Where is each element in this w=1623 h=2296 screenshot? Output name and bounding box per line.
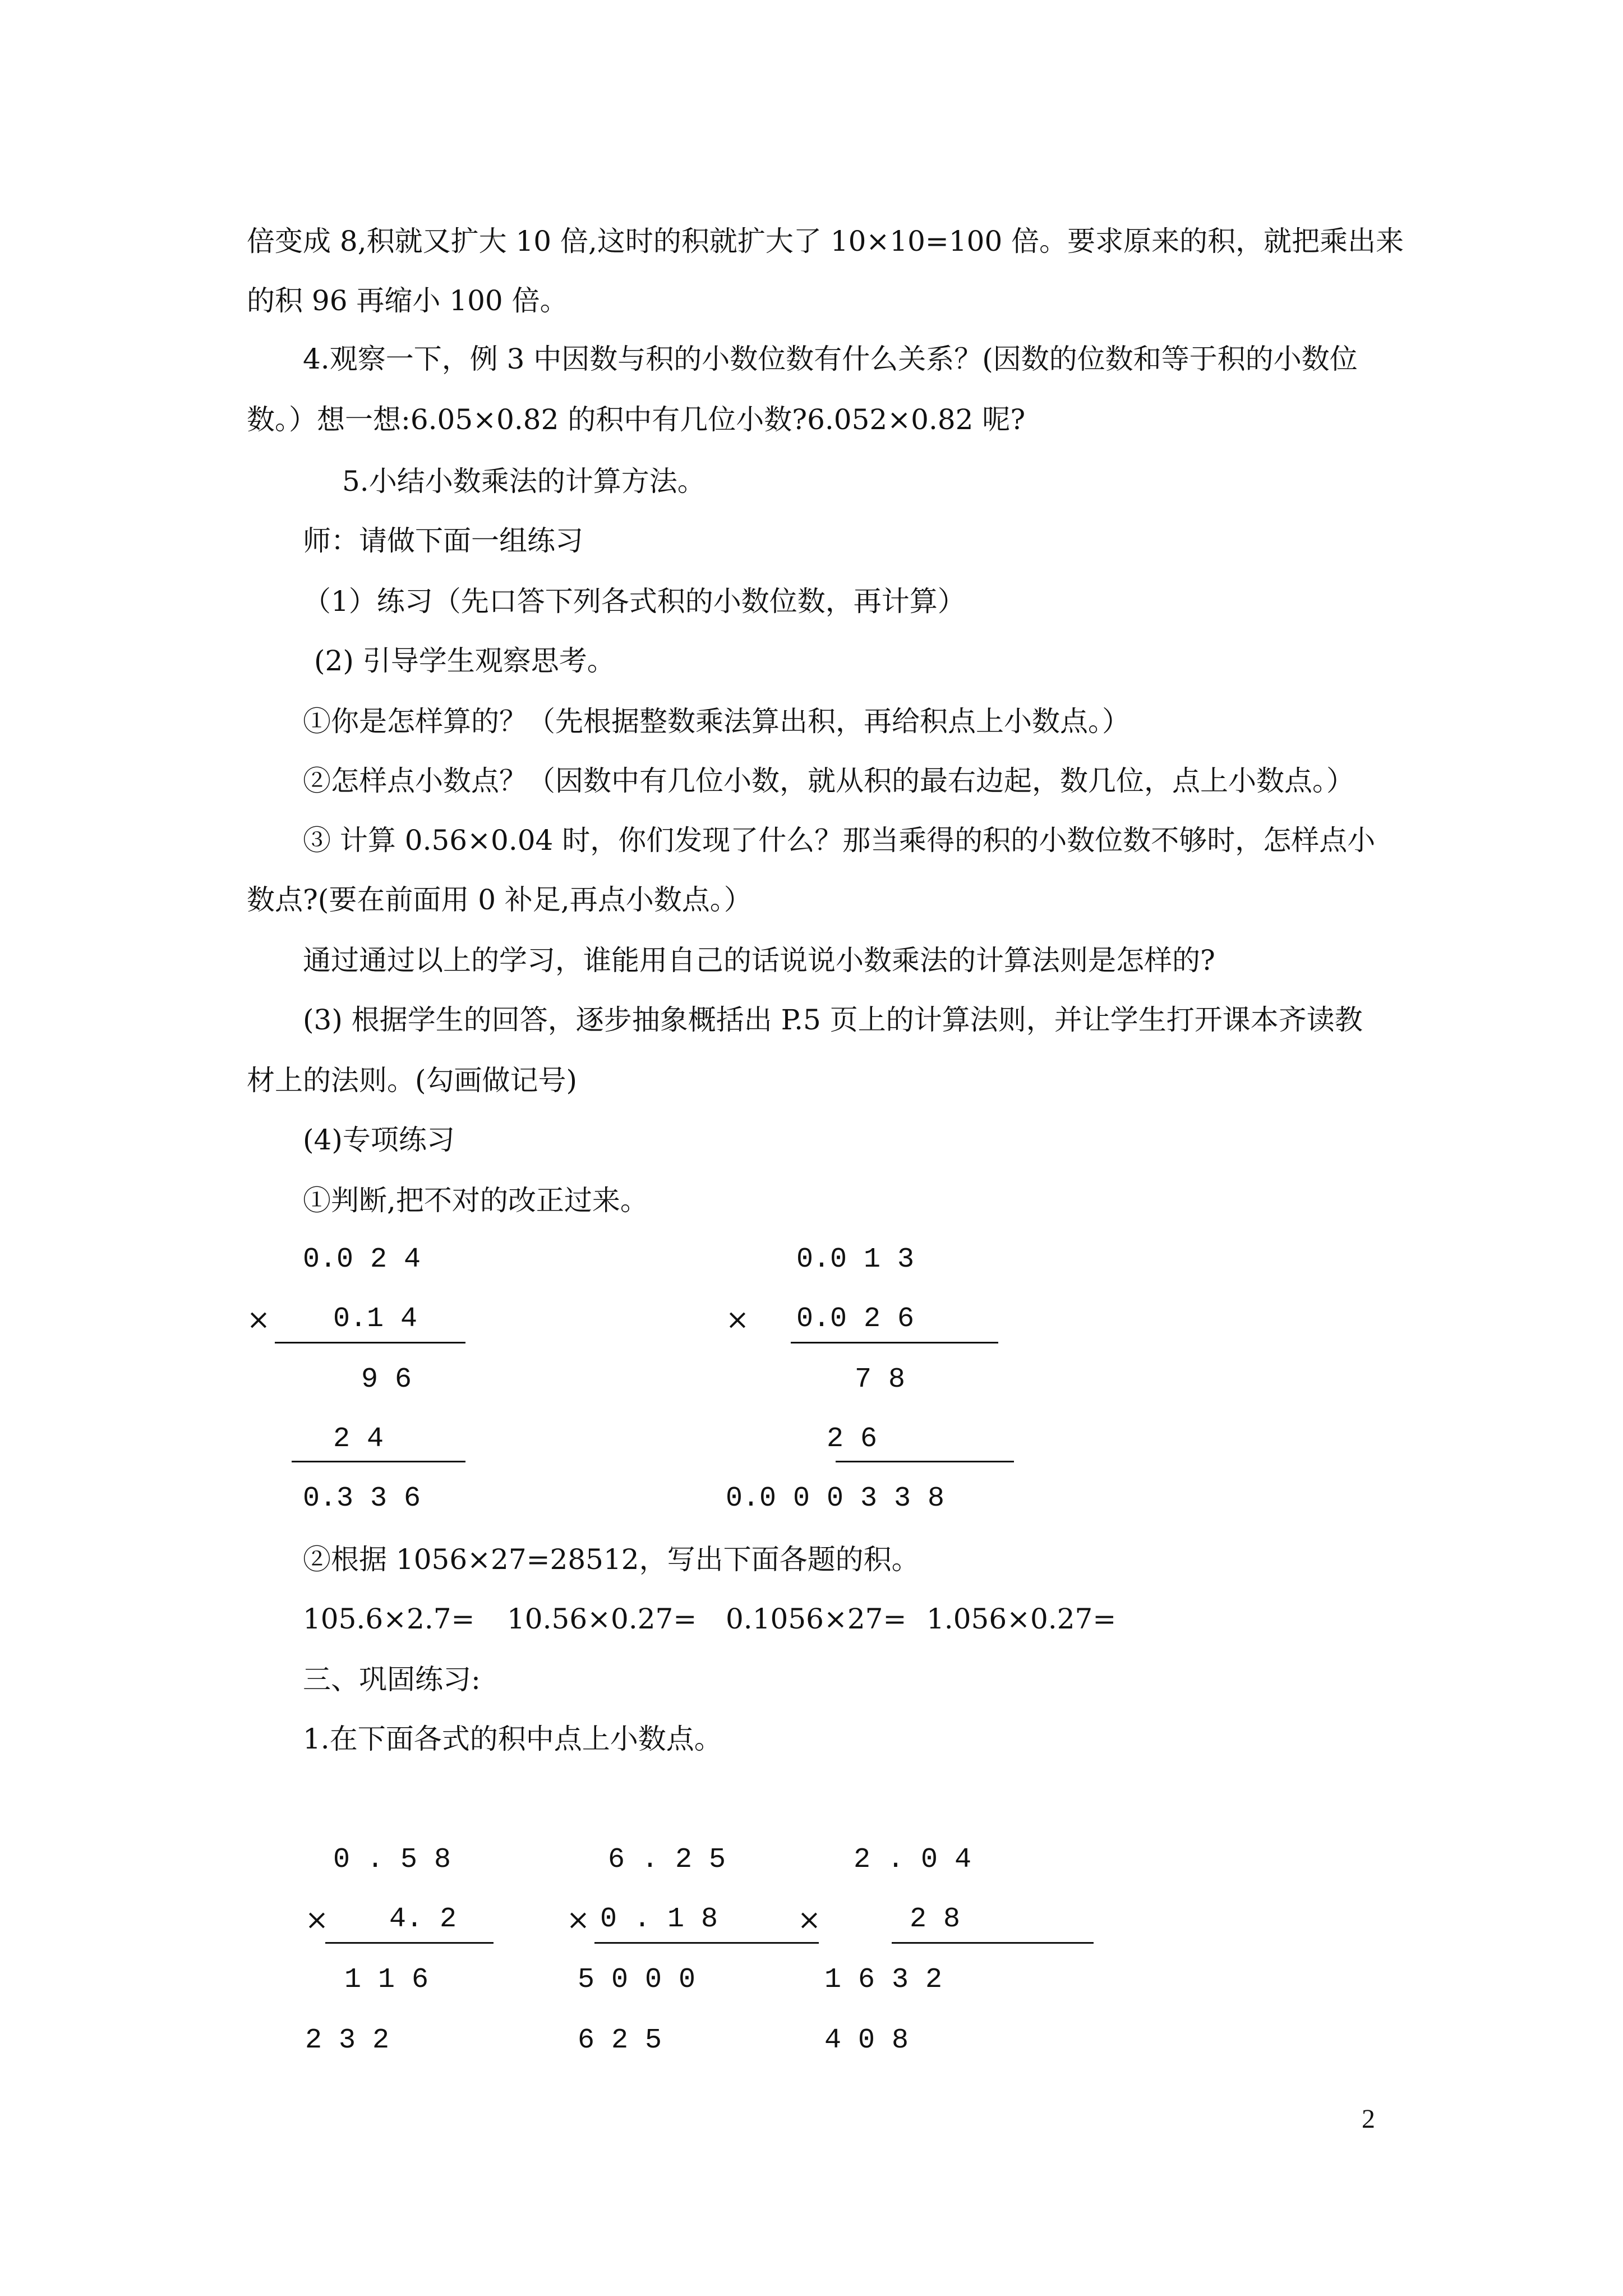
- calc-1-multiplier: 4. 2: [389, 1903, 457, 1935]
- q2-item: 105.6×2.7=: [303, 1603, 475, 1635]
- text-line: 师：请做下面一组练习: [303, 524, 583, 557]
- calc-2-times-sign: ×: [566, 1903, 590, 1936]
- judge-right-result: 0.0 0 0 3 3 8: [726, 1483, 945, 1515]
- section-3-title: 三、巩固练习:: [303, 1663, 481, 1696]
- calc-3-rule: [892, 1942, 1094, 1944]
- q2-item: 0.1056×27=: [726, 1603, 907, 1635]
- calc-3-multiplier: 2 8: [910, 1903, 961, 1935]
- judge-left-partial-1: 9 6: [361, 1364, 412, 1396]
- judge-right-multiplicand: 0.0 1 3: [796, 1244, 915, 1276]
- text-line: 倍变成 8,积就又扩大 10 倍,这时的积就扩大了 10×10=100 倍。要求原来的积，就把乘出来: [247, 225, 1404, 257]
- calc-3-times-sign: ×: [797, 1903, 821, 1936]
- judge-right-partial-1: 7 8: [855, 1364, 906, 1396]
- judge-left-times-sign: ×: [247, 1303, 270, 1336]
- calc-2-multiplier: 0 . 1 8: [600, 1903, 718, 1935]
- q2-title: ②根据 1056×27=28512，写出下面各题的积。: [303, 1543, 920, 1576]
- text-line: (4)专项练习: [303, 1124, 455, 1156]
- text-line: 通过通过以上的学习，谁能用自己的话说说小数乘法的计算法则是怎样的?: [303, 944, 1215, 977]
- text-line: 材上的法则。(勾画做记号): [247, 1064, 578, 1097]
- q2-item: 10.56×0.27=: [507, 1603, 697, 1635]
- calc-2-partial-2: 6 2 5: [578, 2024, 662, 2056]
- judge-left-result: 0.3 3 6: [303, 1483, 421, 1515]
- judge-right-rule-1: [791, 1342, 998, 1343]
- judge-left-multiplicand: 0.0 2 4: [303, 1244, 421, 1276]
- judge-right-rule-2: [836, 1461, 1014, 1462]
- text-line: （1）练习（先口答下列各式积的小数位数，再计算）: [303, 585, 966, 618]
- judge-right-times-sign: ×: [726, 1303, 749, 1336]
- judge-left-rule-1: [275, 1342, 465, 1343]
- text-line: 5.小结小数乘法的计算方法。: [342, 465, 706, 498]
- calc-3-partial-2: 4 0 8: [824, 2024, 909, 2056]
- judge-right-multiplier: 0.0 2 6: [796, 1303, 915, 1335]
- text-line: 4.观察一下，例 3 中因数与积的小数位数有什么关系？(因数的位数和等于积的小数位: [303, 343, 1358, 375]
- text-line: 数点?(要在前面用 0 补足,再点小数点。）: [247, 884, 752, 916]
- judge-left-partial-2: 2 4: [333, 1423, 384, 1455]
- judge-left-multiplier: 0.1 4: [333, 1303, 418, 1335]
- text-line: ③ 计算 0.56×0.04 时，你们发现了什么？那当乘得的积的小数位数不够时，怎样点小: [303, 824, 1376, 857]
- calc-3-partial-1: 1 6 3 2: [824, 1964, 943, 1996]
- text-line: ①你是怎样算的？（先根据整数乘法算出积，再给积点上小数点。）: [303, 705, 1130, 738]
- text-line: (2) 引导学生观察思考。: [314, 645, 615, 677]
- calc-3-multiplicand: 2 . 0 4: [854, 1844, 972, 1876]
- text-line: 的积 96 再缩小 100 倍。: [247, 284, 568, 317]
- calc-1-rule: [325, 1942, 494, 1944]
- calc-2-partial-1: 5 0 0 0: [578, 1964, 696, 1996]
- text-line: ①判断,把不对的改正过来。: [303, 1184, 648, 1217]
- section-3-question-1: 1.在下面各式的积中点上小数点。: [303, 1723, 722, 1755]
- judge-left-rule-2: [292, 1461, 465, 1462]
- q2-item: 1.056×0.27=: [926, 1603, 1117, 1635]
- calc-2-rule: [594, 1942, 819, 1944]
- text-line: ②怎样点小数点？（因数中有几位小数，就从积的最右边起，数几位，点上小数点。）: [303, 765, 1354, 797]
- calc-1-partial-1: 1 1 6: [344, 1964, 429, 1996]
- calc-1-partial-2: 2 3 2: [305, 2024, 390, 2056]
- text-line: 数。）想一想:6.05×0.82 的积中有几位小数?6.052×0.82 呢?: [247, 403, 1026, 436]
- calc-1-multiplicand: 0 . 5 8: [333, 1844, 451, 1876]
- calc-1-times-sign: ×: [305, 1903, 329, 1936]
- page-number: 2: [1362, 2104, 1375, 2134]
- calc-2-multiplicand: 6 . 2 5: [608, 1844, 726, 1876]
- judge-right-partial-2: 2 6: [827, 1423, 878, 1455]
- text-line: (3) 根据学生的回答，逐步抽象概括出 P.5 页上的计算法则，并让学生打开课本齐读教: [303, 1004, 1363, 1036]
